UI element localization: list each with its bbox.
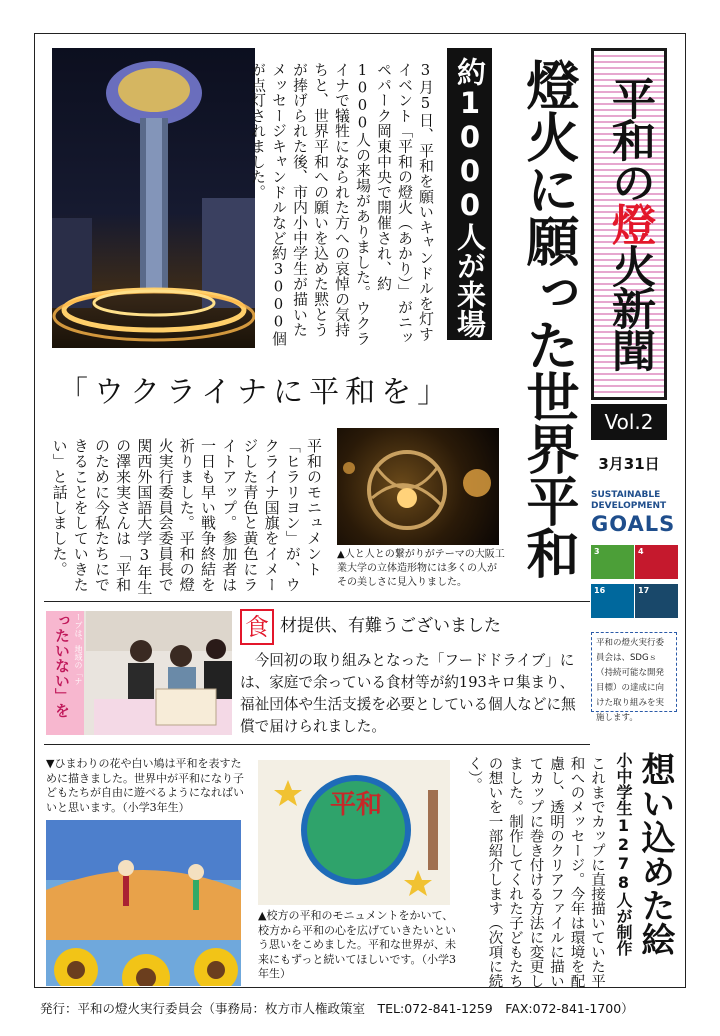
banner-top: ーブは、地域の「ナ xyxy=(74,613,83,685)
banner-text: ったいない」を xyxy=(53,613,71,718)
drawing-text: 平和 xyxy=(329,790,382,820)
footer: 発行：平和の燈火実行委員会（事務局：枚方市人権政策室 TEL:072-841-1259 FAX:072-841-1700） xyxy=(40,1001,634,1016)
lantern-illustration xyxy=(337,428,499,545)
sdg-tile-3: 3 xyxy=(591,545,634,579)
lantern-caption: ▲人と人との繋がりがテーマの大阪工業大学の立体造形物には多くの人がその美しさに見入りました。 xyxy=(337,549,505,588)
drawing1-caption: ▼ひまわりの花や白い鳩は平和を表すために描きました。世界中が平和になり子どもたちが自由に遊べるようになればいいと思います。（小学3年生） xyxy=(46,757,244,814)
lead-article: 3月5日、平和を願いキャンドルを灯すイベント「平和の燈火（あかり）」がニッペパーク岡東中央で開催され、約1000人の来場がありました。ウクライナで犠牲になられた方への哀悼の気持ちと、世界平和への願いを込めた黙とうが捧げられた後、市内小中学生が描いたメッセージキャンドルなど約3000個が点灯されました。 xyxy=(249,62,434,347)
kids-subheading: 小中学生1278人が制作 xyxy=(614,752,633,956)
masthead-title: 平和の 燈 火新聞 xyxy=(604,76,655,370)
food-drive-photo xyxy=(46,611,232,735)
food-heading: 食 材提供、有難うございました xyxy=(240,606,590,646)
food-kanji: 食 xyxy=(240,609,274,645)
issue-date: 3月31日 xyxy=(598,455,660,473)
peace-illustration xyxy=(258,760,450,905)
ukraine-article: 平和のモニュメント「ヒラリヨン」が、ウクライナ国旗をイメージした青色と黄色にライトアップ。参加者は一日も早い戦争終結を祈りました。平和の燈火実行委員会委員長で関西外国語大学3年生の澤来実さんは「平和のために今私たちにできることをしていきたい」と話しました。 xyxy=(50,438,323,595)
ukraine-heading: 「ウクライナに平和を」 xyxy=(58,375,454,410)
kids-heading-group xyxy=(610,752,675,986)
sdg-note: 平和の燈火実行委員会は、SDGｓ（持続可能な開発目標）の達成に向けた取り組みを実施します。 xyxy=(591,632,677,712)
monument-photo xyxy=(52,48,255,348)
divider xyxy=(44,744,590,745)
volume-badge: Vol.2 xyxy=(591,404,667,440)
peace-drawing xyxy=(258,760,450,905)
sunflower-illustration xyxy=(46,820,241,986)
lantern-photo xyxy=(337,428,499,545)
sunflower-drawing xyxy=(46,820,241,986)
kids-article: これまでカップに直接描いていた平和へのメッセージ。今年は環境を配慮し、透明のクリアファイルに描いてカップに巻き付ける方法に変更しました。制作してくれた子どもたちの想いを一部紹介します（次項に続く）。 xyxy=(466,756,605,988)
divider xyxy=(44,601,590,602)
sdg-tile-4: 4 xyxy=(635,545,678,579)
subheadline: 約1000人が来場 xyxy=(447,48,492,340)
food-article: 今回初の取り組みとなった「フードドライブ」には、家庭で余っている食材等が約193キロ集まり、福祉団体や生活支援を必要としている個人などに無償で届けられました。 xyxy=(240,652,576,735)
sdgs-logo: SUSTAINABLE DEVELOPMENT GOALS xyxy=(591,490,676,536)
drawing2-caption: ▲校方の平和のモニュメントをかいて、校方から平和の心を広げていきたいという思いをこめました。平和な世界が、未来にもずっと続いてほしいです。（小学3年生） xyxy=(258,909,456,980)
headline: 燈火に願った世界平和 xyxy=(518,58,579,578)
kids-heading: 想い込めた絵 xyxy=(635,752,675,956)
monument-illustration xyxy=(52,48,255,348)
sdg-tile-17: 17 xyxy=(635,584,678,618)
sdg-tile-16: 16 xyxy=(591,584,634,618)
